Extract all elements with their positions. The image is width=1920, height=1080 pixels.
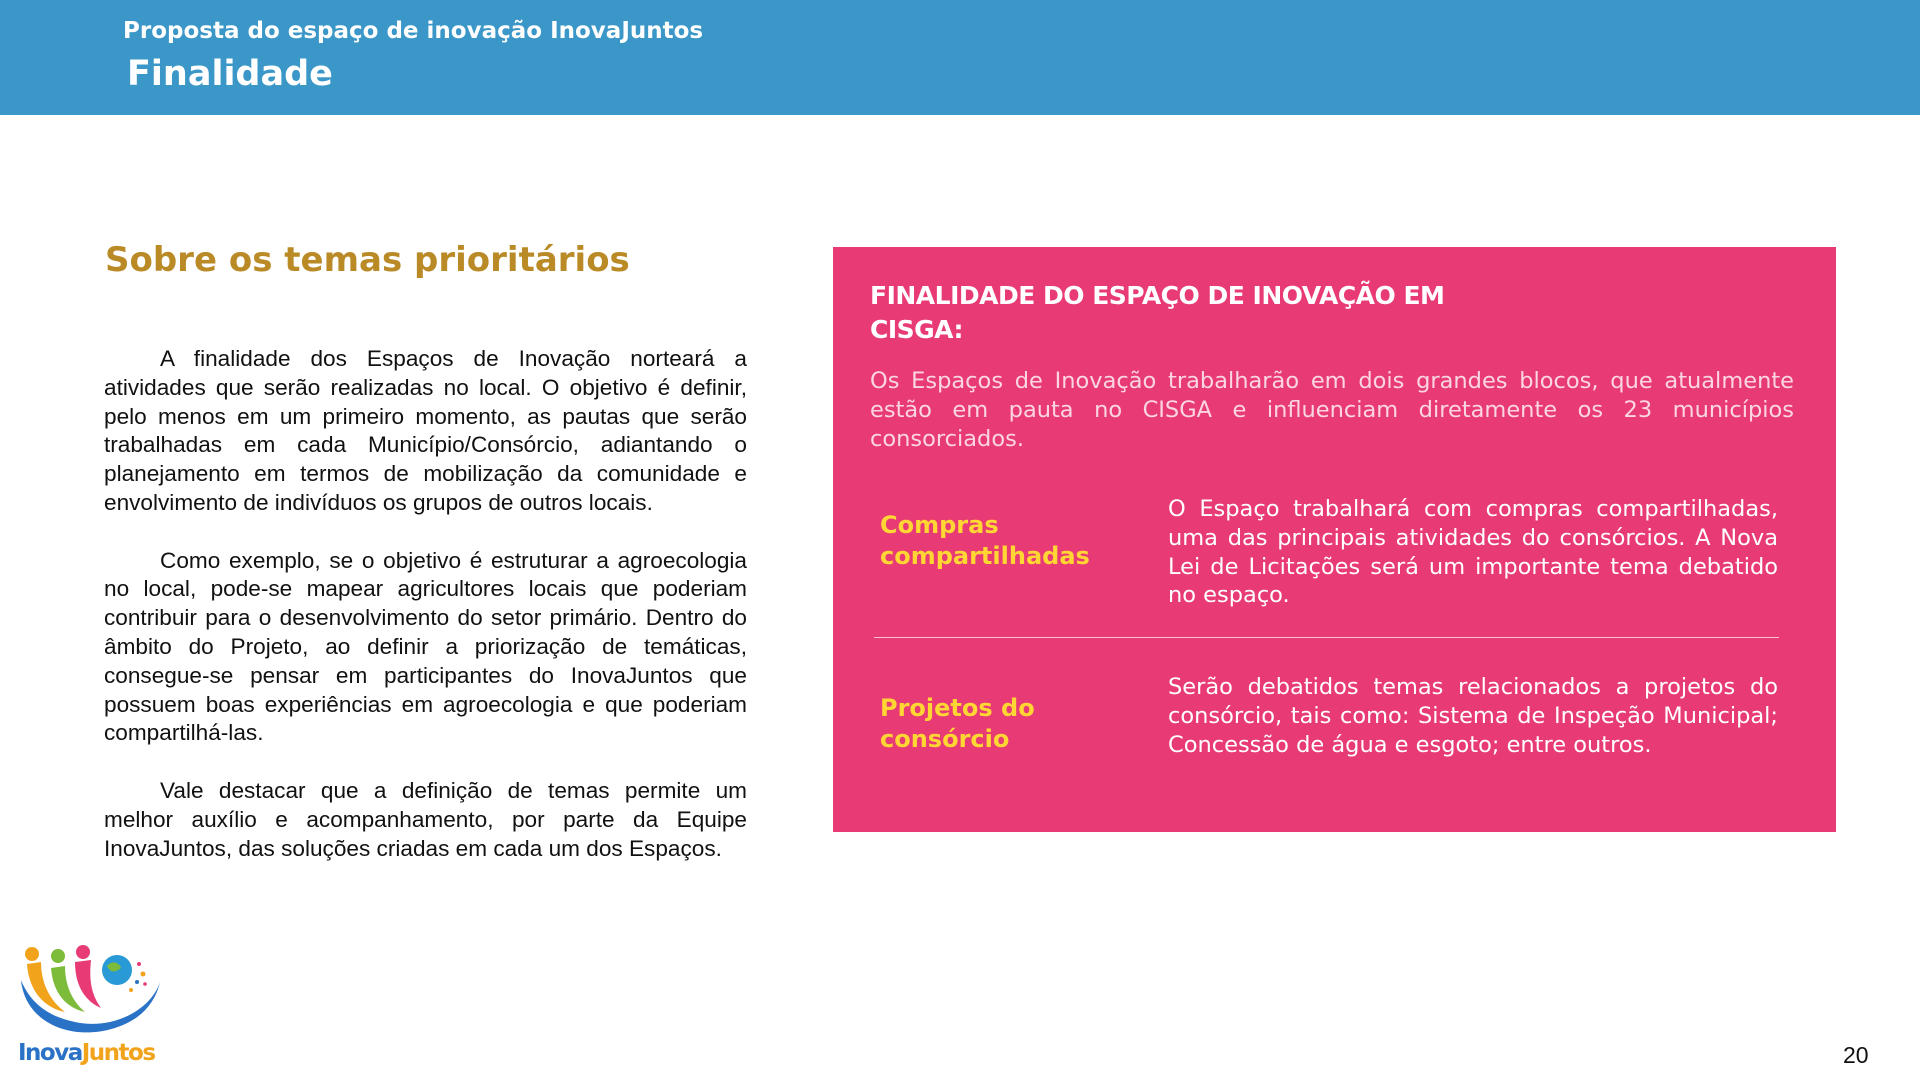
section-heading: Sobre os temas prioritários: [105, 240, 630, 280]
header-bar: [0, 0, 1920, 115]
row-label-projetos: Projetos do consórcio: [880, 694, 1035, 753]
header-subtitle: Proposta do espaço de inovação InovaJuntos: [123, 18, 704, 44]
panel-intro: Os Espaços de Inovação trabalharão em dois grandes blocos, que atualmente estão em pauta no CISGA e influenciam diretamente os 23 municípios consorciados.: [870, 368, 1794, 452]
panel-title: FINALIDADE DO ESPAÇO DE INOVAÇÃO EM CISGA:: [870, 281, 1445, 344]
logo-mark-icon: [15, 942, 165, 1042]
paragraph-3: Vale destacar que a definição de temas permite um melhor auxílio e acompanhamento, por parte da Equipe InovaJuntos, das soluções criadas em cada um dos Espaços.: [104, 777, 747, 861]
logo-wordmark: InovaJuntos: [18, 1040, 155, 1066]
inovajuntos-logo: [15, 942, 165, 1067]
row-label-compras: Compras compartilhadas: [880, 511, 1090, 570]
info-panel: [833, 247, 1836, 832]
row-text-compras: O Espaço trabalhará com compras compartilhadas, uma das principais atividades do consórcios. A Nova Lei de Licitações será um importante tema debatido no espaço.: [1168, 496, 1778, 609]
divider: [874, 637, 1779, 638]
paragraph-2: Como exemplo, se o objetivo é estruturar a agroecologia no local, pode-se mapear agricultores locais que poderiam contribuir para o desenvolvimento do setor primário. Dentro do âmbito do Projeto, ao definir a priorização de temáticas, consegue-se pensar em participantes do InovaJuntos que possuem boas experiências em agroecologia e que poderiam compartilhá-las.: [104, 547, 747, 746]
page-number: 20: [1843, 1042, 1869, 1068]
row-text-projetos: Serão debatidos temas relacionados a projetos do consórcio, tais como: Sistema de Inspeção Municipal; Concessão de água e esgoto; entre outros.: [1168, 674, 1778, 758]
paragraph-1: A finalidade dos Espaços de Inovação norteará a atividades que serão realizadas no local. O objetivo é definir, pelo menos em um primeiro momento, as pautas que serão trabalhadas em cada Município/Consórcio, adiantando o planejamento em termos de mobilização da comunidade e envolvimento de indivíduos os grupos de outros locais.: [104, 346, 747, 515]
page-title: Finalidade: [127, 54, 333, 94]
body-text: [104, 345, 747, 892]
